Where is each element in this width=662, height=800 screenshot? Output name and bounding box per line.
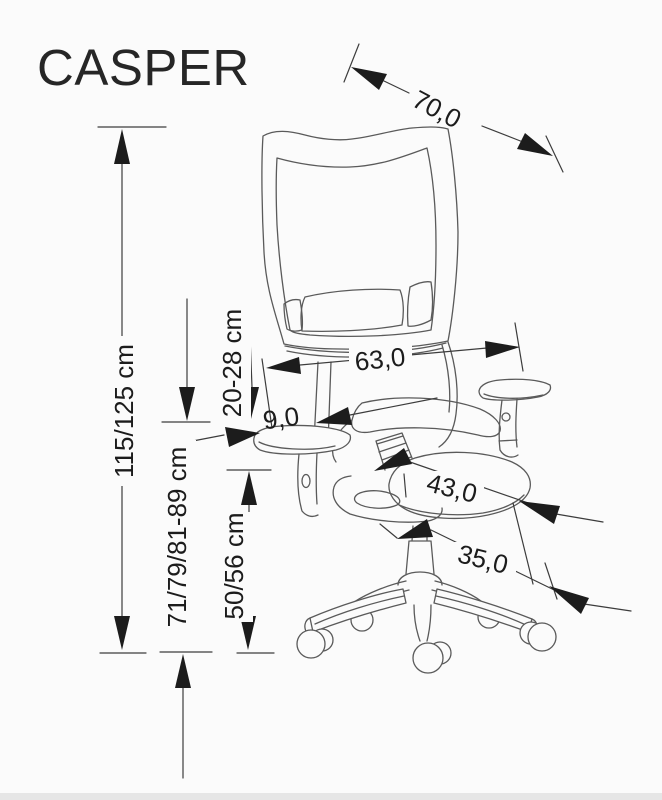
caster-front-right	[528, 623, 556, 651]
dimension-seat-height	[217, 470, 274, 653]
caster-front-left	[297, 630, 325, 658]
dimension-backrest-width	[262, 323, 523, 428]
dimension-total-height	[98, 127, 166, 653]
dimension-armrest-range	[214, 306, 259, 422]
dimension-armrest-pad-label: 9,0	[261, 400, 302, 436]
dimension-armrest-range-label: 20-28 cm	[217, 308, 248, 418]
dimension-base-arm-label: 35,0	[454, 538, 512, 580]
chair-base	[297, 572, 556, 673]
dimension-seat-width-label: 43,0	[423, 467, 481, 509]
dimension-base-arm	[380, 519, 631, 614]
chair-right-armrest	[479, 379, 551, 457]
dimension-armrest-pad	[261, 398, 437, 435]
page-title: CASPER	[37, 39, 250, 96]
footer-edge-bar	[0, 793, 662, 800]
chair-illustration	[254, 127, 556, 673]
dimension-seat-height-label: 50/56 cm	[219, 512, 250, 620]
dimension-armrest-floor-height-label: 71/79/81-89 cm	[162, 446, 193, 628]
dimension-top-width	[344, 44, 563, 172]
dimension-backrest-width-label: 63,0	[353, 341, 407, 377]
dimension-total-height-label: 115/125 cm	[109, 344, 140, 478]
caster-front-center	[413, 643, 443, 673]
dimension-top-width-label: 70,0	[407, 83, 467, 135]
